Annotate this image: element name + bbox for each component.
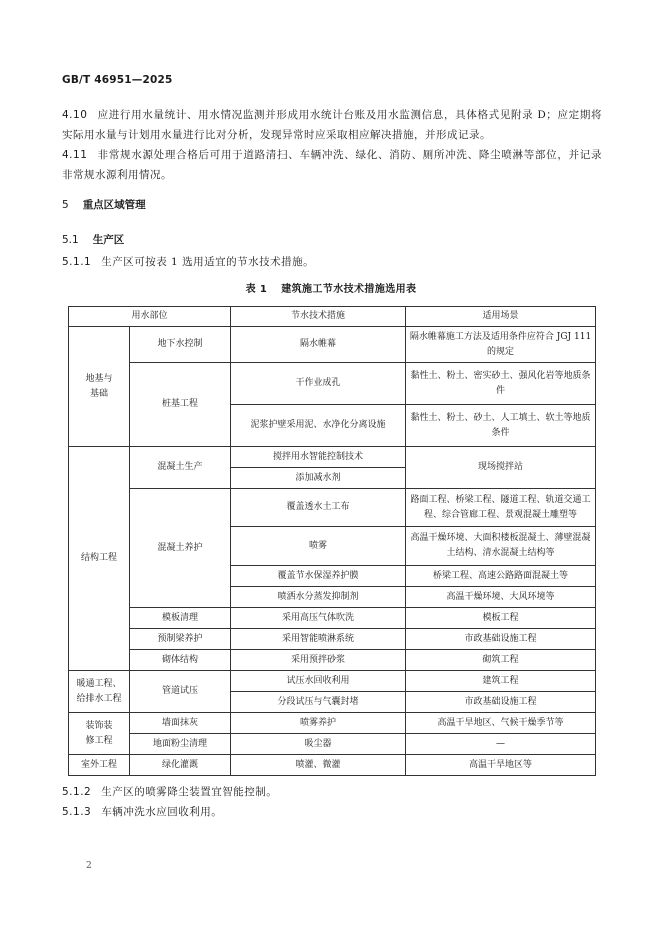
scene-cell: — <box>406 734 596 755</box>
part-cell: 混凝土养护 <box>130 489 231 608</box>
table-row <box>69 734 596 755</box>
table-row <box>69 629 596 650</box>
part-cell: 模板清理 <box>130 608 231 629</box>
measure-cell: 隔水帷幕 <box>231 327 406 363</box>
part-cell: 墙面抹灰 <box>130 713 231 734</box>
clause-text: 非常规水源处理合格后可用于道路清扫、车辆冲洗、绿化、消防、厕所冲洗、降尘喷淋等部位，并记录非常规水源利用情况。 <box>62 149 602 181</box>
part-cell: 地面粉尘清理 <box>130 734 231 755</box>
measure-cell: 搅拌用水智能控制技术 <box>231 447 406 468</box>
table-row <box>69 671 596 692</box>
standard-code: GB/T 46951—2025 <box>62 74 173 86</box>
part-cell: 预制梁养护 <box>130 629 231 650</box>
section-number: 5.1 <box>62 234 79 246</box>
scene-cell: 市政基础设施工程 <box>406 692 596 713</box>
clause-text: 应进行用水量统计、用水情况监测并形成用水统计台账及用水监测信息，具体格式见附录 D；应定期将实际用水量与计划用水量进行比对分析，发现异常时应采取相应解决措施，并形成记录。 <box>62 109 602 141</box>
table-caption <box>0 280 662 295</box>
section-title: 生产区 <box>92 234 125 246</box>
clause-4-11 <box>62 145 602 185</box>
measure-cell: 吸尘器 <box>231 734 406 755</box>
section-number: 5 <box>62 199 69 211</box>
clause-4-10 <box>62 105 602 145</box>
part-cell: 绿化灌溉 <box>130 755 231 776</box>
measure-cell: 覆盖透水土工布 <box>231 489 406 527</box>
scene-cell: 模板工程 <box>406 608 596 629</box>
scene-cell: 现场搅拌站 <box>406 447 596 489</box>
scene-cell: 高温干燥环境、大面积楼板混凝土、薄壁混凝土结构、清水混凝土结构等 <box>406 527 596 566</box>
group-foundation: 地基与 基础 <box>69 327 130 447</box>
table-row <box>69 608 596 629</box>
part-cell: 地下水控制 <box>130 327 231 363</box>
clause-text: 车辆冲洗水应回收利用。 <box>101 806 223 818</box>
scene-cell: 隔水帷幕施工方法及适用条件应符合 JGJ 111 的规定 <box>406 327 596 363</box>
measure-cell: 采用预拌砂浆 <box>231 650 406 671</box>
water-saving-measures-table <box>68 306 596 776</box>
measure-cell: 干作业成孔 <box>231 363 406 405</box>
header-scene: 适用场景 <box>406 307 596 327</box>
scene-cell: 砌筑工程 <box>406 650 596 671</box>
part-cell: 混凝土生产 <box>130 447 231 489</box>
table-row <box>69 755 596 776</box>
group-structure: 结构工程 <box>69 447 130 671</box>
scene-cell: 黏性土、粉土、砂土、人工填土、软土等地质条件 <box>406 405 596 447</box>
measure-cell: 泥浆护壁采用泥、水净化分离设施 <box>231 405 406 447</box>
group-hvac-plumbing: 暖通工程、 给排水工程 <box>69 671 130 713</box>
table-row <box>69 363 596 405</box>
measure-cell: 分段试压与气囊封堵 <box>231 692 406 713</box>
part-cell: 管道试压 <box>130 671 231 713</box>
section-5-heading <box>62 197 146 212</box>
part-cell: 桩基工程 <box>130 363 231 447</box>
section-5-1-heading <box>62 232 124 247</box>
clause-number: 5.1.2 <box>62 786 92 798</box>
clause-text: 生产区的喷雾降尘装置宜智能控制。 <box>101 786 278 798</box>
table-row <box>69 650 596 671</box>
clause-text: 生产区可按表 1 选用适宜的节水技术措施。 <box>101 256 315 268</box>
scene-cell: 市政基础设施工程 <box>406 629 596 650</box>
clause-number: 5.1.1 <box>62 256 92 268</box>
section-title: 重点区域管理 <box>82 199 146 211</box>
table-row <box>69 713 596 734</box>
scene-cell: 高温干旱地区、气候干燥季节等 <box>406 713 596 734</box>
clause-number: 4.11 <box>62 149 88 161</box>
clause-5-1-2 <box>62 784 277 799</box>
scene-cell: 路面工程、桥梁工程、隧道工程、轨道交通工程、综合管廊工程、景观混凝土雕塑等 <box>406 489 596 527</box>
table-number: 表 1 <box>245 284 268 295</box>
measure-cell: 试压水回收利用 <box>231 671 406 692</box>
measure-cell: 喷洒水分蒸发抑制剂 <box>231 587 406 608</box>
measure-cell: 喷雾养护 <box>231 713 406 734</box>
clause-number: 5.1.3 <box>62 806 92 818</box>
scene-cell: 建筑工程 <box>406 671 596 692</box>
group-decoration: 装饰装 修工程 <box>69 713 130 755</box>
scene-cell: 黏性土、粉土、密实砂土、强风化岩等地质条件 <box>406 363 596 405</box>
clause-number: 4.10 <box>62 109 88 121</box>
scene-cell: 桥梁工程、高速公路路面混凝土等 <box>406 566 596 587</box>
measure-cell: 喷雾 <box>231 527 406 566</box>
part-cell: 砌体结构 <box>130 650 231 671</box>
page-number: 2 <box>86 861 92 871</box>
measure-cell: 采用智能喷淋系统 <box>231 629 406 650</box>
header-measure: 节水技术措施 <box>231 307 406 327</box>
clause-5-1-3 <box>62 804 222 819</box>
measure-cell: 添加减水剂 <box>231 468 406 489</box>
header-water-part: 用水部位 <box>69 307 231 327</box>
table-row <box>69 489 596 527</box>
table-title: 建筑施工节水技术措施选用表 <box>281 284 417 295</box>
measure-cell: 采用高压气体吹洗 <box>231 608 406 629</box>
scene-cell: 高温干旱地区等 <box>406 755 596 776</box>
table-row <box>69 327 596 363</box>
table-header-row <box>69 307 596 327</box>
table-row <box>69 447 596 468</box>
measure-cell: 覆盖节水保湿养护膜 <box>231 566 406 587</box>
measure-cell: 喷灌、微灌 <box>231 755 406 776</box>
clause-5-1-1 <box>62 252 314 272</box>
group-outdoor: 室外工程 <box>69 755 130 776</box>
scene-cell: 高温干燥环境、大风环境等 <box>406 587 596 608</box>
